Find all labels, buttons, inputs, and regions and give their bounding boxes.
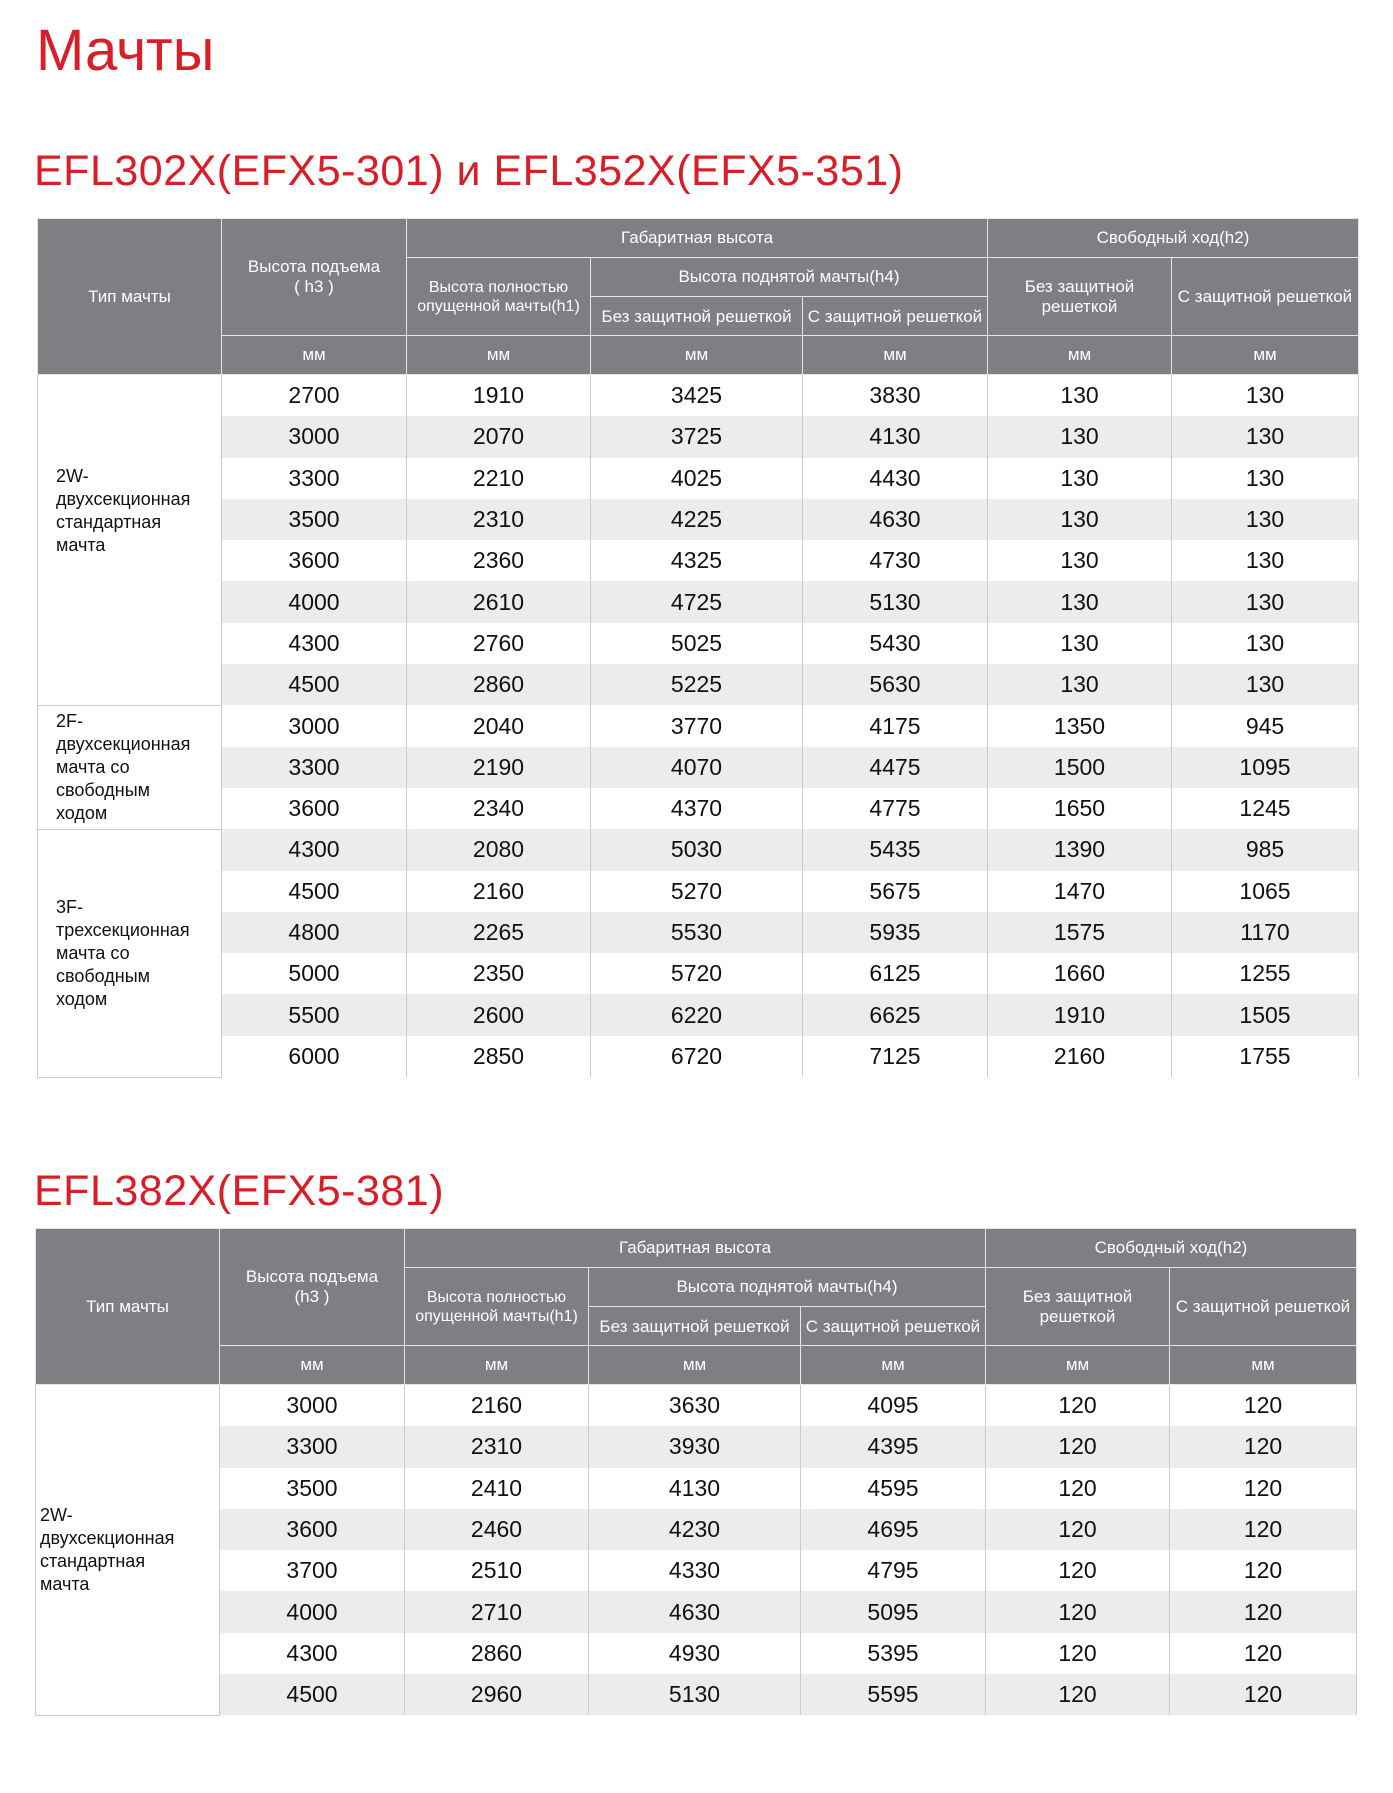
table-row [38,912,1359,953]
table-cell: 4930 [589,1633,801,1674]
table-cell: 1350 [988,705,1172,746]
header-raised-height: Высота поднятой мачты(h4) [591,258,988,297]
table-row [36,1550,1357,1591]
table-cell: 5095 [801,1591,986,1632]
table-cell: 3000 [220,1385,405,1427]
table-cell: 4130 [803,416,988,457]
table-cell: 7125 [803,1036,988,1077]
table-row [38,664,1359,705]
table-cell: 5500 [222,994,407,1035]
table-row [36,1468,1357,1509]
table-cell: 120 [986,1426,1170,1467]
table-cell: 1755 [1172,1036,1359,1077]
table-cell: 4795 [801,1550,986,1591]
table-cell: 3725 [591,416,803,457]
table-cell: 3600 [220,1509,405,1550]
table-cell: 4370 [591,788,803,829]
table-row [38,747,1359,788]
table-cell: 2600 [407,994,591,1035]
table-cell: 4475 [803,747,988,788]
table-row [36,1426,1357,1467]
table-cell: 5130 [589,1674,801,1715]
table-cell: 130 [988,664,1172,705]
table-row [38,871,1359,912]
table-cell: 2510 [405,1550,589,1591]
table-cell: 3000 [222,705,407,746]
table-row [38,623,1359,664]
table-cell: 2070 [407,416,591,457]
table-cell: 5675 [803,871,988,912]
header-unit: мм [988,336,1172,375]
table-cell: 6000 [222,1036,407,1077]
table-cell: 4500 [222,664,407,705]
table-cell: 120 [1170,1674,1357,1715]
table-cell: 5595 [801,1674,986,1715]
mast-specs-table-1 [37,218,1359,1078]
table-cell: 130 [988,458,1172,499]
table-cell: 3300 [222,747,407,788]
table-cell: 6125 [803,953,988,994]
table-cell: 4175 [803,705,988,746]
table-cell: 985 [1172,829,1359,870]
table-cell: 120 [1170,1426,1357,1467]
table-cell: 2160 [405,1385,589,1427]
mast-type-group-label: 3F- трехсекционная мачта со свободным ходом [38,829,222,1077]
table-cell: 3830 [803,375,988,417]
table-cell: 3500 [220,1468,405,1509]
table-cell: 130 [1172,623,1359,664]
table-cell: 2610 [407,581,591,622]
table-cell: 4730 [803,540,988,581]
header-lift-height: Высота подъема (h3 ) [220,1229,405,1346]
table-cell: 120 [986,1509,1170,1550]
table-row [36,1633,1357,1674]
header-free-with-guard: С защитной решеткой [1170,1268,1357,1346]
table-row [38,788,1359,829]
header-raised-height: Высота поднятой мачты(h4) [589,1268,986,1307]
table-cell: 2340 [407,788,591,829]
table-cell: 2860 [407,664,591,705]
header-lowered-height: Высота полностью опущенной мачты(h1) [407,258,591,336]
header-unit: мм [803,336,988,375]
header-free-lift: Свободный ход(h2) [986,1229,1357,1268]
header-unit: мм [1172,336,1359,375]
header-unit: мм [589,1346,801,1385]
table-1-title: EFL302X(EFX5-301) и EFL352X(EFX5-351) [34,147,904,195]
table-cell: 4130 [589,1468,801,1509]
table-cell: 130 [988,540,1172,581]
header-overall-height: Габаритная высота [407,219,988,258]
table-cell: 5935 [803,912,988,953]
table-cell: 6220 [591,994,803,1035]
table-cell: 4300 [222,623,407,664]
table-row [36,1509,1357,1550]
table-cell: 1245 [1172,788,1359,829]
table-cell: 4025 [591,458,803,499]
header-raised-without-guard: Без защитной решеткой [591,297,803,336]
table-cell: 130 [988,623,1172,664]
table-cell: 1170 [1172,912,1359,953]
table-cell: 1255 [1172,953,1359,994]
table-cell: 5720 [591,953,803,994]
table-cell: 2190 [407,747,591,788]
table-cell: 3630 [589,1385,801,1427]
table-cell: 1500 [988,747,1172,788]
table-cell: 6720 [591,1036,803,1077]
table-cell: 1650 [988,788,1172,829]
table-cell: 130 [1172,375,1359,417]
table-cell: 120 [986,1550,1170,1591]
table-cell: 2410 [405,1468,589,1509]
table-cell: 2460 [405,1509,589,1550]
table-cell: 2310 [405,1426,589,1467]
table-cell: 5025 [591,623,803,664]
table-cell: 2160 [407,871,591,912]
header-unit: мм [220,1346,405,1385]
table-cell: 2860 [405,1633,589,1674]
table-cell: 2310 [407,499,591,540]
mast-type-group-label: 2F- двухсекционная мачта со свободным ходом [38,705,222,829]
table-cell: 130 [1172,581,1359,622]
table-cell: 5395 [801,1633,986,1674]
table-cell: 130 [1172,416,1359,457]
table-cell: 130 [988,375,1172,417]
table-cell: 130 [1172,458,1359,499]
table-row [38,705,1359,746]
table-cell: 945 [1172,705,1359,746]
table-cell: 4095 [801,1385,986,1427]
table-cell: 2350 [407,953,591,994]
table-cell: 1910 [988,994,1172,1035]
table-cell: 120 [1170,1468,1357,1509]
table-cell: 4225 [591,499,803,540]
table-cell: 2210 [407,458,591,499]
table-cell: 5270 [591,871,803,912]
table-cell: 3500 [222,499,407,540]
header-free-lift: Свободный ход(h2) [988,219,1359,258]
table-cell: 2700 [222,375,407,417]
table-cell: 4595 [801,1468,986,1509]
table-cell: 1910 [407,375,591,417]
header-raised-without-guard: Без защитной решеткой [589,1307,801,1346]
table-cell: 130 [1172,540,1359,581]
table-cell: 120 [1170,1385,1357,1427]
table-cell: 4330 [589,1550,801,1591]
table-cell: 2710 [405,1591,589,1632]
table-cell: 120 [986,1385,1170,1427]
table-row [38,375,1359,417]
table-cell: 4395 [801,1426,986,1467]
table-cell: 5630 [803,664,988,705]
table-cell: 120 [986,1674,1170,1715]
table-cell: 1660 [988,953,1172,994]
table-row [38,829,1359,870]
table-cell: 5530 [591,912,803,953]
table-cell: 130 [988,499,1172,540]
header-free-with-guard: С защитной решеткой [1172,258,1359,336]
table-cell: 5030 [591,829,803,870]
table-cell: 3300 [220,1426,405,1467]
table-cell: 5430 [803,623,988,664]
table-cell: 6625 [803,994,988,1035]
table-cell: 2850 [407,1036,591,1077]
header-raised-with-guard: С защитной решеткой [803,297,988,336]
table-cell: 2080 [407,829,591,870]
header-unit: мм [986,1346,1170,1385]
table-cell: 4300 [222,829,407,870]
header-free-without-guard: Без защитной решеткой [986,1268,1170,1346]
table-cell: 1065 [1172,871,1359,912]
table-cell: 4775 [803,788,988,829]
table-row [38,1036,1359,1077]
table-cell: 2160 [988,1036,1172,1077]
table-cell: 4325 [591,540,803,581]
table-cell: 1575 [988,912,1172,953]
table-cell: 4500 [222,871,407,912]
table-cell: 4430 [803,458,988,499]
table-cell: 4070 [591,747,803,788]
table-cell: 130 [988,416,1172,457]
header-unit: мм [405,1346,589,1385]
header-raised-with-guard: С защитной решеткой [801,1307,986,1346]
table-row [38,540,1359,581]
table-cell: 130 [988,581,1172,622]
table-cell: 120 [986,1591,1170,1632]
table-row [38,416,1359,457]
table-cell: 120 [1170,1633,1357,1674]
page-title: Мачты [36,18,215,83]
table-cell: 4500 [220,1674,405,1715]
table-cell: 5225 [591,664,803,705]
header-unit: мм [1170,1346,1357,1385]
table-cell: 2360 [407,540,591,581]
table-cell: 3930 [589,1426,801,1467]
table-cell: 130 [1172,664,1359,705]
table-cell: 4800 [222,912,407,953]
table-cell: 4000 [220,1591,405,1632]
table-cell: 4725 [591,581,803,622]
table-cell: 1505 [1172,994,1359,1035]
table-cell: 4300 [220,1633,405,1674]
header-mast-type: Тип мачты [38,219,222,375]
table-cell: 2040 [407,705,591,746]
header-mast-type: Тип мачты [36,1229,220,1385]
table-cell: 120 [1170,1509,1357,1550]
table-cell: 1095 [1172,747,1359,788]
table-cell: 4230 [589,1509,801,1550]
table-cell: 2760 [407,623,591,664]
table-cell: 3770 [591,705,803,746]
table-cell: 3300 [222,458,407,499]
table-cell: 3425 [591,375,803,417]
table-row [36,1591,1357,1632]
header-unit: мм [801,1346,986,1385]
table-cell: 5000 [222,953,407,994]
table-2-title: EFL382X(EFX5-381) [34,1167,445,1215]
table-cell: 3000 [222,416,407,457]
table-row [36,1385,1357,1427]
mast-type-group-label: 2W- двухсекционная стандартная мачта [36,1385,220,1716]
header-lowered-height: Высота полностью опущенной мачты(h1) [405,1268,589,1346]
table-cell: 1390 [988,829,1172,870]
table-row [38,581,1359,622]
header-overall-height: Габаритная высота [405,1229,986,1268]
table-row [38,499,1359,540]
table-cell: 2265 [407,912,591,953]
table-cell: 120 [986,1633,1170,1674]
header-unit: мм [222,336,407,375]
table-cell: 3600 [222,788,407,829]
table-cell: 4000 [222,581,407,622]
table-cell: 3700 [220,1550,405,1591]
table-cell: 2960 [405,1674,589,1715]
table-cell: 5130 [803,581,988,622]
header-lift-height: Высота подъема ( h3 ) [222,219,407,336]
table-row [38,458,1359,499]
table-row [38,994,1359,1035]
table-cell: 4695 [801,1509,986,1550]
mast-type-group-label: 2W- двухсекционная стандартная мачта [38,375,222,706]
table-cell: 120 [1170,1550,1357,1591]
mast-specs-table-2 [35,1228,1357,1716]
table-cell: 4630 [803,499,988,540]
header-unit: мм [407,336,591,375]
table-cell: 5435 [803,829,988,870]
table-cell: 130 [1172,499,1359,540]
table-cell: 4630 [589,1591,801,1632]
header-unit: мм [591,336,803,375]
table-cell: 120 [1170,1591,1357,1632]
table-cell: 3600 [222,540,407,581]
table-row [38,953,1359,994]
table-cell: 120 [986,1468,1170,1509]
table-row [36,1674,1357,1715]
header-free-without-guard: Без защитной решеткой [988,258,1172,336]
table-cell: 1470 [988,871,1172,912]
